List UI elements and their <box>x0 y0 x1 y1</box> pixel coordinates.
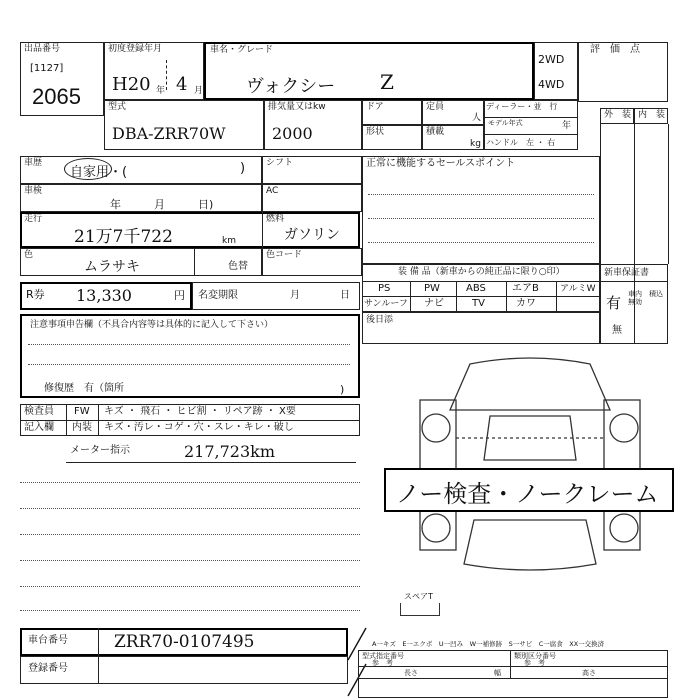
first-reg-label: 初度登録年月 <box>108 44 163 54</box>
car-wheel-fl <box>422 414 450 442</box>
color-label: 色 <box>24 250 34 260</box>
drive-2wd: 2WD <box>538 53 565 66</box>
car-wheel-rl <box>422 514 450 542</box>
color-box <box>20 248 262 276</box>
lot-label: 出品番号 <box>24 44 61 54</box>
year-suffix: 年 <box>156 86 166 96</box>
in-label: 内装 <box>72 422 92 433</box>
meter-value: 217,723km <box>184 442 276 461</box>
color-divider <box>194 248 195 276</box>
equip-col <box>456 281 457 312</box>
type-value: DBA-ZRR70W <box>112 124 226 143</box>
equip-col <box>410 281 411 312</box>
equip-navi: ナビ <box>424 298 444 309</box>
car-wheel-rr <box>610 514 638 542</box>
selling-points-box <box>362 156 600 264</box>
warranty-line <box>600 281 668 282</box>
interior-label: 内 装 <box>638 110 666 120</box>
car-rear-outline <box>464 520 596 570</box>
fw-label: FW <box>74 406 90 417</box>
height-label: 高さ <box>582 669 596 677</box>
remark-line <box>20 610 360 611</box>
warranty-detail: 車内 積込無効 <box>628 290 663 306</box>
equip-line <box>362 296 600 297</box>
model-name: ヴォクシー <box>246 76 336 97</box>
dealer-divider2 <box>484 134 578 135</box>
remark-line <box>20 482 360 483</box>
remark-line <box>20 508 360 509</box>
type-spec-label: 型式指定番号 <box>362 652 404 660</box>
meter-label: メーター指示 <box>70 445 130 456</box>
class-label: 類別区分番号 <box>514 652 556 660</box>
load-label: 積載 <box>426 127 445 137</box>
sp-line <box>368 242 594 243</box>
history-value: 自家用・( <box>70 165 128 180</box>
spare-bracket <box>400 603 440 616</box>
recycle-label: R券 <box>26 288 45 301</box>
equip-ps: PS <box>378 283 391 294</box>
notes-line <box>28 364 350 365</box>
month-suffix: 月 <box>194 86 204 96</box>
type-label: 型式 <box>108 102 127 112</box>
name-change-label: 名変期限 <box>198 290 238 301</box>
load-unit: kg <box>470 139 481 149</box>
dealer-label: ディーラー・並 行 <box>486 102 558 111</box>
mileage-value: 21万7千722 <box>74 227 173 247</box>
drive-4wd: 4WD <box>538 78 565 91</box>
equip-airbag: エアB <box>512 283 539 294</box>
color-code-label: 色コード <box>266 250 303 260</box>
inspector-label: 検査員 <box>24 406 54 417</box>
displacement-value: 2000 <box>272 124 313 143</box>
no-claim-stamp <box>384 468 674 512</box>
chassis-label: 車台番号 <box>28 635 68 646</box>
equip-sunroof: サンルーフ <box>364 299 408 309</box>
repaint-label: 色替 <box>228 261 248 272</box>
capacity-unit: 人 <box>472 113 482 123</box>
recycle-unit: 円 <box>174 289 185 302</box>
fuel-value: ガソリン <box>284 227 340 243</box>
history-box <box>20 156 262 184</box>
width-label: 幅 <box>494 669 501 677</box>
car-wheel-fr <box>610 414 638 442</box>
registration-divider <box>98 656 99 684</box>
rear-seat-label: 後日添 <box>366 315 394 325</box>
first-reg-era: H20 <box>112 74 151 95</box>
chassis-value: ZRR70-0107495 <box>114 632 255 652</box>
equip-pw: PW <box>424 283 440 294</box>
length-label: 長さ <box>404 669 418 677</box>
equip-col <box>556 281 557 312</box>
registration-label: 登録番号 <box>28 663 68 674</box>
remark-line <box>20 560 360 561</box>
warranty-label: 新車保証書 <box>604 268 650 278</box>
repair-close: ) <box>340 383 345 396</box>
inspection-label: 車検 <box>24 186 43 196</box>
model-grade-label: 車名・グレード <box>210 45 274 55</box>
mileage-divider <box>262 212 263 248</box>
dealer-divider <box>484 117 578 118</box>
score-label: 評 価 点 <box>590 44 640 55</box>
first-reg-month: 4 <box>176 74 188 95</box>
lot-number: 2065 <box>32 84 81 109</box>
month-divider <box>166 60 167 90</box>
equip-abs: ABS <box>466 283 486 294</box>
ac-label: AC <box>266 186 279 196</box>
equip-line <box>362 281 600 282</box>
repair-label: 修復歴 有（箇所 <box>44 383 124 394</box>
selling-points-label: 正常に機能するセールスポイント <box>366 158 516 169</box>
remark-line <box>20 586 360 587</box>
car-hood-outline <box>450 358 610 410</box>
fw-codes: キズ ・ 飛石 ・ ヒビ割 ・ リペア跡 ・ X要 <box>104 406 296 417</box>
in-codes: キズ・汚レ・コゲ・穴・スレ・キレ・破し <box>104 422 294 433</box>
history-close: ) <box>240 161 246 176</box>
sp-line <box>368 194 594 195</box>
shape-label: 形状 <box>366 127 385 137</box>
notes-line <box>28 344 350 345</box>
warranty-none: 無 <box>612 325 622 336</box>
notes-label: 注意事項申告欄（不具合内容等は具体的に記入して下さい） <box>30 320 274 330</box>
bottom-spec-line <box>358 678 668 679</box>
history-label: 車歴 <box>24 158 43 168</box>
spare-label: スペアT <box>404 592 433 601</box>
equipment-title: 装 備 品（新車からの純正品に限り○印） <box>398 267 565 277</box>
meter-line <box>66 462 356 463</box>
registration-box <box>20 656 348 684</box>
score-vline3 <box>668 124 669 264</box>
door-label: ドア <box>366 102 384 112</box>
color-value: ムラサキ <box>84 259 140 275</box>
shift-label: シフト <box>266 158 294 168</box>
rear-seat-box <box>362 312 600 344</box>
equip-col <box>506 281 507 312</box>
displacement-label: 排気量又はkw <box>268 102 326 112</box>
capacity-label: 定員 <box>426 102 445 112</box>
name-change-day: 日 <box>340 290 350 301</box>
bottom-spec-divider <box>510 650 511 678</box>
mileage-label: 走行 <box>24 214 43 224</box>
handle-label: ハンドル 左 ・ 右 <box>486 138 556 147</box>
type-spec-ref: 参 考 <box>372 659 393 667</box>
equip-tv: TV <box>472 298 485 309</box>
model-year-unit: 年 <box>562 121 572 131</box>
drive-box <box>534 42 578 100</box>
inspection-value: 年 月 日) <box>110 198 214 211</box>
model-year-label: モデル年式 <box>488 119 523 127</box>
bottom-spec-line <box>358 666 668 667</box>
warranty-has: 有 <box>606 294 622 312</box>
remark-line <box>20 534 360 535</box>
codes-middle <box>20 420 360 421</box>
mileage-unit: km <box>222 236 236 246</box>
name-change-month: 月 <box>290 290 300 301</box>
color-code-box <box>262 248 362 276</box>
equip-alloy: アルミW <box>560 284 596 294</box>
grade: Z <box>380 70 394 94</box>
stamp-text: ノー検査・ノークレーム <box>396 480 659 508</box>
lot-code: [1127] <box>30 63 64 74</box>
score-vline2 <box>600 124 601 264</box>
chassis-divider <box>98 628 99 656</box>
equip-leather: カワ <box>516 298 536 309</box>
recycle-value: 13,330 <box>76 286 132 305</box>
fuel-label: 燃料 <box>266 214 285 224</box>
damage-legend: A一キズ E一エクボ U一凹み W一補修跡 S一サビ C一腐食 XX一交換済 <box>372 640 605 648</box>
class-ref: 参 考 <box>524 659 545 667</box>
exterior-label: 外 装 <box>604 110 632 120</box>
recorder-label: 記入欄 <box>24 422 54 433</box>
sp-line <box>368 218 594 219</box>
